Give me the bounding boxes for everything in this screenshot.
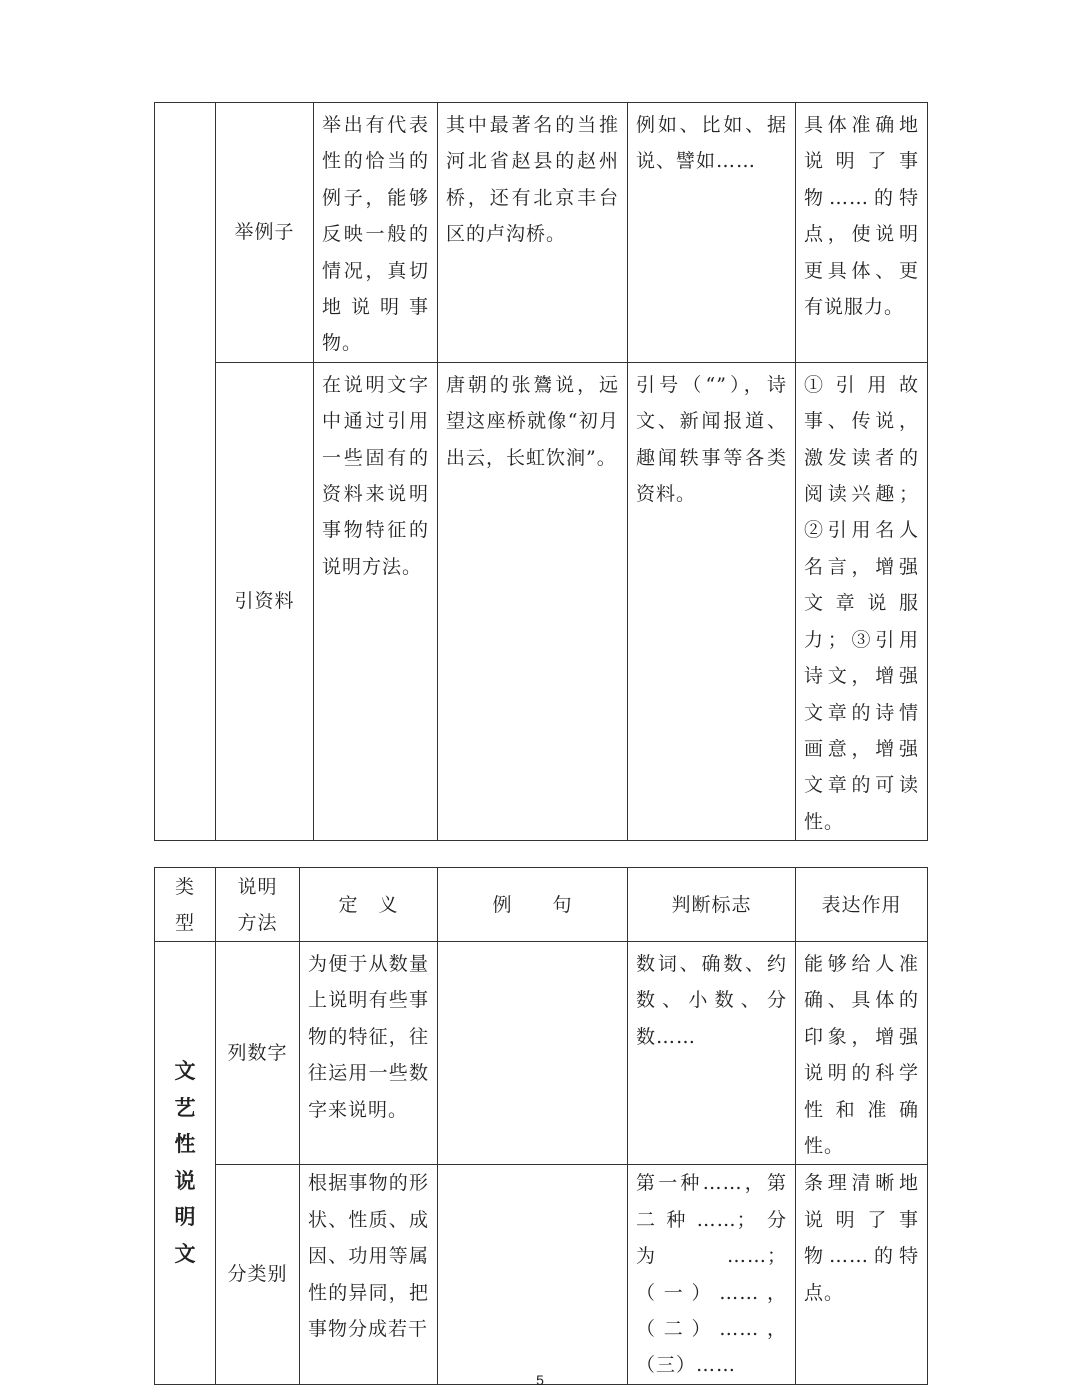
method-cell: 引资料 bbox=[216, 362, 314, 840]
page-number: 5 bbox=[536, 1372, 544, 1388]
method-cell: 举例子 bbox=[216, 103, 314, 363]
effect-cell: ①引用故事、传说，激发读者的阅读兴趣；②引用名人名言，增强文章说服力；③引用诗文，增强文章的诗情画意，增强文章的可读性。 bbox=[796, 362, 928, 840]
header-type: 类型 bbox=[155, 868, 216, 942]
marker-cell: 引号（“”），诗文、新闻报道、趣闻轶事等各类资料。 bbox=[628, 362, 796, 840]
method-cell: 列数字 bbox=[216, 942, 300, 1165]
method-cell: 分类别 bbox=[216, 1165, 300, 1384]
header-marker: 判断标志 bbox=[628, 868, 796, 942]
type-cell-continued bbox=[155, 103, 216, 841]
header-definition: 定 义 bbox=[300, 868, 438, 942]
table-row bbox=[155, 103, 928, 363]
header-effect: 表达作用 bbox=[796, 868, 928, 942]
table-row bbox=[155, 1165, 928, 1384]
example-cell: 其中最著名的当推河北省赵县的赵州桥，还有北京丰台区的卢沟桥。 bbox=[438, 103, 628, 363]
methods-table-continued bbox=[154, 102, 928, 841]
example-cell bbox=[438, 942, 628, 1165]
table-header-row bbox=[155, 868, 928, 942]
example-cell bbox=[438, 1165, 628, 1384]
definition-cell: 举出有代表性的恰当的例子，能够反映一般的情况，真切地说明事物。 bbox=[314, 103, 438, 363]
type-cell bbox=[155, 942, 216, 1385]
header-method: 说明方法 bbox=[216, 868, 300, 942]
effect-cell: 条理清晰地说明了事物……的特点。 bbox=[796, 1165, 928, 1384]
definition-cell: 根据事物的形状、性质、成因、功用等属性的异同，把事物分成若干 bbox=[300, 1165, 438, 1384]
marker-cell: 数词、确数、约数、小数、分数…… bbox=[628, 942, 796, 1165]
effect-cell: 具体准确地说明了事物……的特点，使说明更具体、更有说服力。 bbox=[796, 103, 928, 363]
definition-cell: 在说明文字中通过引用一些固有的资料来说明事物特征的说明方法。 bbox=[314, 362, 438, 840]
definition-cell: 为便于从数量上说明有些事物的特征，往往运用一些数字来说明。 bbox=[300, 942, 438, 1165]
methods-table bbox=[154, 867, 928, 1385]
marker-cell: 例如、比如、据说、譬如…… bbox=[628, 103, 796, 363]
type-label: 文 艺 性 说 明 文 bbox=[174, 1058, 196, 1266]
example-cell: 唐朝的张鷟说，远望这座桥就像“初月出云，长虹饮涧”。 bbox=[438, 362, 628, 840]
effect-cell: 能够给人准确、具体的印象，增强说明的科学性和准确性。 bbox=[796, 942, 928, 1165]
table-row bbox=[155, 942, 928, 1165]
table-row bbox=[155, 362, 928, 840]
header-example: 例 句 bbox=[438, 868, 628, 942]
marker-cell: 第一种……，第二种……；分为……；（一）……，（二）……，（三）…… bbox=[628, 1165, 796, 1384]
